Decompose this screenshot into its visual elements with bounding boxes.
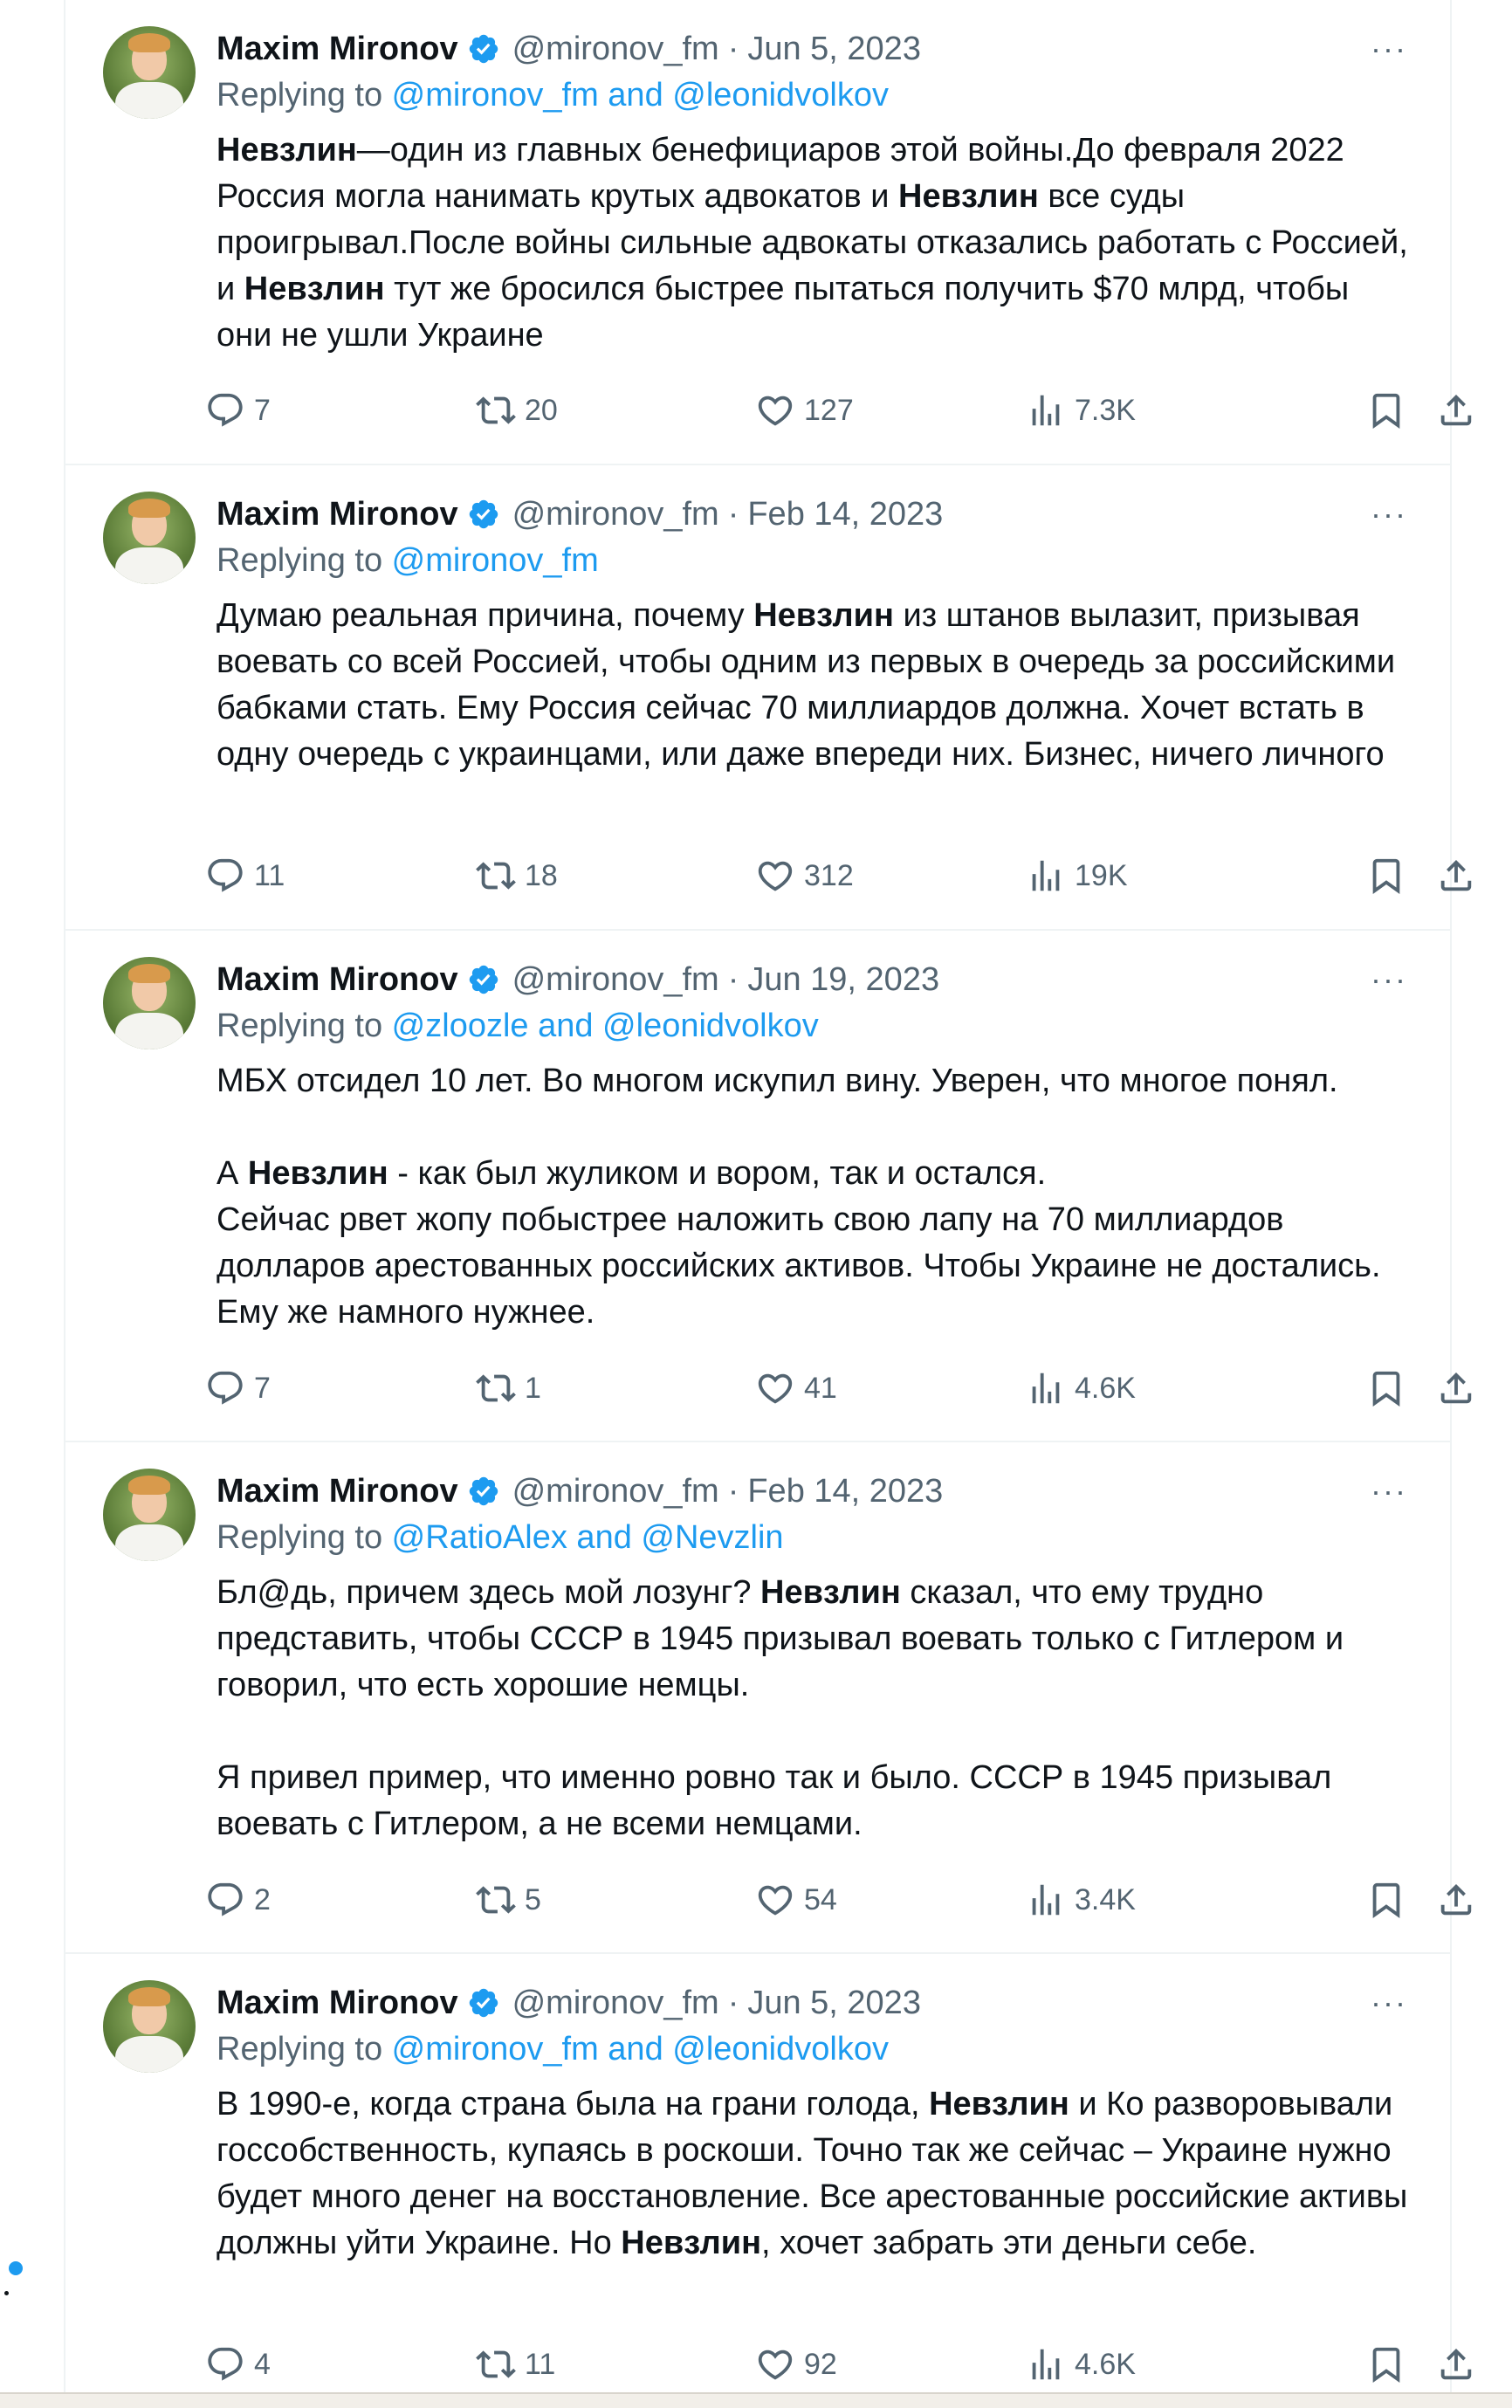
replying-prefix: Replying to <box>216 1519 392 1556</box>
text-run: Бл@дь, причем здесь мой лозунг? <box>216 1574 761 1611</box>
verified-badge-icon <box>467 963 500 996</box>
views-button[interactable] <box>1026 2338 1136 2391</box>
like-button[interactable] <box>755 384 854 437</box>
more-options-icon[interactable]: ··· <box>1371 31 1407 66</box>
like-button[interactable] <box>755 2338 837 2391</box>
tweet-date[interactable]: Feb 14, 2023 <box>747 1472 944 1510</box>
tweet-text <box>216 1570 1412 1847</box>
reply-bubble-icon <box>205 390 245 430</box>
retweet-icon <box>476 2344 516 2384</box>
paragraph-gap <box>216 1709 1412 1755</box>
tweet-text <box>216 127 1412 359</box>
retweet-icon <box>476 1368 516 1408</box>
heart-icon <box>755 1368 795 1408</box>
share-icon <box>1436 1880 1476 1920</box>
author-handle[interactable]: @mironov_fm <box>512 495 719 533</box>
tweet-paragraph <box>216 1197 1412 1336</box>
bookmark-button[interactable] <box>1366 384 1406 437</box>
heart-icon <box>755 2344 795 2384</box>
reply-count: 7 <box>254 1371 271 1405</box>
replying-prefix: Replying to <box>216 1008 392 1044</box>
author-name[interactable]: Maxim Mironov <box>216 960 458 998</box>
bookmark-icon <box>1366 856 1406 896</box>
views-count: 4.6K <box>1075 2347 1136 2381</box>
share-icon <box>1436 1368 1476 1408</box>
small-dot <box>4 2291 9 2295</box>
views-button[interactable] <box>1026 1362 1136 1414</box>
like-button[interactable] <box>755 1874 837 1926</box>
author-name[interactable]: Maxim Mironov <box>216 1984 458 2021</box>
tweet-paragraph <box>216 593 1412 778</box>
text-run: Я привел пример, что именно ровно так и было. СССР в 1945 призывал воевать с Гитлером, а не всеми немцами. <box>216 1759 1332 1842</box>
text-run: из штанов вылазит, призывая воевать со всей Россией, чтобы одним из первых в очередь за российскими бабками стать. Ему Россия сейчас 70 миллиардов должна. Хочет встать в одну очередь с украинцами, или даже впереди них. Бизнес, ничего личного <box>216 597 1396 773</box>
more-options-icon[interactable]: ··· <box>1371 496 1407 532</box>
author-handle[interactable]: @mironov_fm <box>512 1984 719 2021</box>
like-count: 54 <box>804 1882 837 1916</box>
avatar[interactable] <box>103 492 196 584</box>
tweet-header <box>216 1470 1415 1512</box>
reply-count: 2 <box>254 1882 271 1916</box>
bookmark-button[interactable] <box>1366 2338 1406 2391</box>
replying-prefix: Replying to <box>216 2031 392 2067</box>
bookmark-button[interactable] <box>1366 850 1406 902</box>
retweet-button[interactable] <box>476 1362 541 1414</box>
views-chart-icon <box>1026 1368 1066 1408</box>
tweet-paragraph <box>216 1570 1412 1709</box>
heart-icon <box>755 1880 795 1920</box>
avatar[interactable] <box>103 26 196 119</box>
reply-count: 4 <box>254 2347 271 2381</box>
views-count: 7.3K <box>1075 393 1136 427</box>
replying-to-link[interactable]: @mironov_fm and @leonidvolkov <box>391 77 889 114</box>
retweet-button[interactable] <box>476 1874 541 1926</box>
reply-count: 11 <box>254 858 285 892</box>
tweet[interactable] <box>65 0 1450 465</box>
replying-prefix: Replying to <box>216 542 392 579</box>
tweet-header <box>216 959 1415 1001</box>
retweet-button[interactable] <box>476 384 558 437</box>
tweet[interactable] <box>65 1442 1450 1954</box>
text-run: Думаю реальная причина, почему <box>216 597 754 634</box>
like-count: 92 <box>804 2347 837 2381</box>
views-chart-icon <box>1026 390 1066 430</box>
separator: · <box>727 1472 739 1510</box>
replying-to-link[interactable]: @mironov_fm and @leonidvolkov <box>391 2031 889 2067</box>
reply-bubble-icon <box>205 1880 245 1920</box>
retweet-icon <box>476 1880 516 1920</box>
author-handle[interactable]: @mironov_fm <box>512 1472 719 1510</box>
replying-prefix: Replying to <box>216 77 392 114</box>
share-button[interactable] <box>1436 2338 1476 2391</box>
more-options-icon[interactable]: ··· <box>1371 1473 1407 1509</box>
text-run: , хочет забрать эти деньги себе. <box>761 2225 1257 2261</box>
verified-badge-icon <box>467 1475 500 1508</box>
more-options-icon[interactable]: ··· <box>1371 961 1407 997</box>
replying-to <box>216 1008 819 1045</box>
retweet-count: 1 <box>525 1371 541 1405</box>
views-chart-icon <box>1026 856 1066 896</box>
reply-button[interactable] <box>205 1362 271 1414</box>
tweet-paragraph <box>216 1151 1412 1197</box>
text-run: МБХ отсидел 10 лет. Во многом искупил вину. Уверен, что многое понял. <box>216 1063 1338 1099</box>
tweet-paragraph <box>216 127 1412 359</box>
like-count: 127 <box>804 393 854 427</box>
author-handle[interactable]: @mironov_fm <box>512 30 719 67</box>
like-button[interactable] <box>755 1362 837 1414</box>
retweet-icon <box>476 390 516 430</box>
bookmark-icon <box>1366 1368 1406 1408</box>
author-handle[interactable]: @mironov_fm <box>512 960 719 998</box>
tweet[interactable] <box>65 465 1450 931</box>
reply-button[interactable] <box>205 2338 271 2391</box>
text-run: В 1990-е, когда страна была на грани голода, <box>216 2086 930 2122</box>
text-run: все суды проигрывал.После войны сильные адвокаты отказались работать с Россией, и <box>216 178 1408 307</box>
views-chart-icon <box>1026 1880 1066 1920</box>
text-run: А <box>216 1155 248 1192</box>
highlighted-term: Невзлин <box>216 132 357 169</box>
reply-button[interactable] <box>205 850 285 902</box>
tweet-date[interactable]: Jun 19, 2023 <box>747 960 940 998</box>
highlighted-term: Невзлин <box>247 1155 388 1192</box>
tweet-text <box>216 1058 1412 1336</box>
heart-icon <box>755 390 795 430</box>
views-button[interactable] <box>1026 1874 1136 1926</box>
verified-badge-icon <box>467 1986 500 2019</box>
verified-badge-icon <box>467 498 500 531</box>
replying-to-link[interactable]: @mironov_fm <box>391 542 599 579</box>
share-button[interactable] <box>1436 1874 1476 1926</box>
like-button[interactable] <box>755 850 854 902</box>
retweet-button[interactable] <box>476 850 558 902</box>
replying-to <box>216 1519 784 1557</box>
highlighted-term: Невзлин <box>753 597 894 634</box>
like-count: 312 <box>804 858 854 892</box>
share-button[interactable] <box>1436 850 1476 902</box>
highlighted-term: Невзлин <box>760 1574 901 1611</box>
tweet-date[interactable]: Jun 5, 2023 <box>747 30 921 67</box>
author-name[interactable]: Maxim Mironov <box>216 30 458 67</box>
views-count: 19K <box>1075 858 1128 892</box>
share-button[interactable] <box>1436 1362 1476 1414</box>
replying-to-link[interactable]: @zloozle and @leonidvolkov <box>391 1008 819 1044</box>
retweet-count: 11 <box>525 2347 556 2381</box>
retweet-count: 18 <box>525 858 558 892</box>
tweet-text <box>216 593 1412 778</box>
share-button[interactable] <box>1436 384 1476 437</box>
retweet-icon <box>476 856 516 896</box>
text-run: и Ко разворовывали госсобственность, купаясь в роскоши. Точно так же сейчас – Украине нужно будет много денег на восстановление. Все арестованные российские активы должны уйти Украине. Но <box>216 2086 1408 2261</box>
text-run: тут же бросился быстрее пытаться получить $70 млрд, чтобы они не ушли Украине <box>216 271 1350 354</box>
tweet[interactable] <box>65 931 1450 1442</box>
bottom-edge-strip <box>0 2392 1512 2408</box>
replying-to <box>216 542 599 580</box>
reply-bubble-icon <box>205 856 245 896</box>
views-chart-icon <box>1026 2344 1066 2384</box>
separator: · <box>727 960 739 998</box>
tweet-actions <box>205 384 1415 437</box>
reply-button[interactable] <box>205 1874 271 1926</box>
text-run: Сейчас рвет жопу побыстрее наложить свою лапу на 70 миллиардов долларов арестованных российских активов. Чтобы Украине не достались. Ему же намного нужнее. <box>216 1201 1381 1331</box>
tweet-header <box>216 28 1415 70</box>
share-icon <box>1436 2344 1476 2384</box>
tweet-actions <box>205 1362 1415 1414</box>
author-name[interactable]: Maxim Mironov <box>216 1472 458 1510</box>
like-count: 41 <box>804 1371 837 1405</box>
avatar[interactable] <box>103 957 196 1049</box>
views-button[interactable] <box>1026 384 1136 437</box>
tweet[interactable] <box>65 1954 1450 2406</box>
separator: · <box>727 1984 739 2021</box>
retweet-count: 5 <box>525 1882 541 1916</box>
retweet-count: 20 <box>525 393 558 427</box>
unread-indicator-dot <box>9 2261 23 2275</box>
separator: · <box>727 495 739 533</box>
replying-to <box>216 77 889 114</box>
more-options-icon[interactable]: ··· <box>1371 1985 1407 2020</box>
text-run: сказал, что ему трудно представить, чтобы СССР в 1945 призывал воевать только с Гитлером и говорил, что есть хорошие немцы. <box>216 1574 1344 1703</box>
highlighted-term: Невзлин <box>244 271 385 307</box>
verified-badge-icon <box>467 32 500 65</box>
text-run: - как был жуликом и вором, так и остался. <box>388 1155 1047 1192</box>
tweet-actions <box>205 2338 1415 2391</box>
highlighted-term: Невзлин <box>898 178 1039 215</box>
bookmark-icon <box>1366 390 1406 430</box>
replying-to-link[interactable]: @RatioAlex and @Nevzlin <box>391 1519 784 1556</box>
timeline-feed <box>64 0 1452 2406</box>
tweet-paragraph <box>216 1755 1412 1847</box>
reply-bubble-icon <box>205 2344 245 2384</box>
text-run: —один из главных бенефициаров этой войны.До февраля 2022 Россия могла нанимать крутых адвокатов и <box>216 132 1344 215</box>
views-count: 4.6K <box>1075 1371 1136 1405</box>
bookmark-icon <box>1366 2344 1406 2384</box>
views-count: 3.4K <box>1075 1882 1136 1916</box>
tweet-actions <box>205 850 1415 902</box>
tweet-text <box>216 2081 1412 2267</box>
bookmark-icon <box>1366 1880 1406 1920</box>
bookmark-button[interactable] <box>1366 1362 1406 1414</box>
retweet-button[interactable] <box>476 2338 555 2391</box>
replying-to <box>216 2031 889 2068</box>
reply-button[interactable] <box>205 384 271 437</box>
avatar[interactable] <box>103 1469 196 1561</box>
author-name[interactable]: Maxim Mironov <box>216 495 458 533</box>
reply-bubble-icon <box>205 1368 245 1408</box>
separator: · <box>727 30 739 67</box>
tweet-header <box>216 1982 1415 2024</box>
share-icon <box>1436 856 1476 896</box>
tweet-header <box>216 493 1415 535</box>
paragraph-gap <box>216 1104 1412 1151</box>
tweet-paragraph <box>216 2081 1412 2267</box>
bookmark-button[interactable] <box>1366 1874 1406 1926</box>
tweet-date[interactable]: Feb 14, 2023 <box>747 495 944 533</box>
views-button[interactable] <box>1026 850 1128 902</box>
heart-icon <box>755 856 795 896</box>
reply-count: 7 <box>254 393 271 427</box>
tweet-paragraph <box>216 1058 1412 1104</box>
highlighted-term: Невзлин <box>621 2225 762 2261</box>
highlighted-term: Невзлин <box>929 2086 1069 2122</box>
tweet-date[interactable]: Jun 5, 2023 <box>747 1984 921 2021</box>
tweet-actions <box>205 1874 1415 1926</box>
avatar[interactable] <box>103 1980 196 2073</box>
share-icon <box>1436 390 1476 430</box>
